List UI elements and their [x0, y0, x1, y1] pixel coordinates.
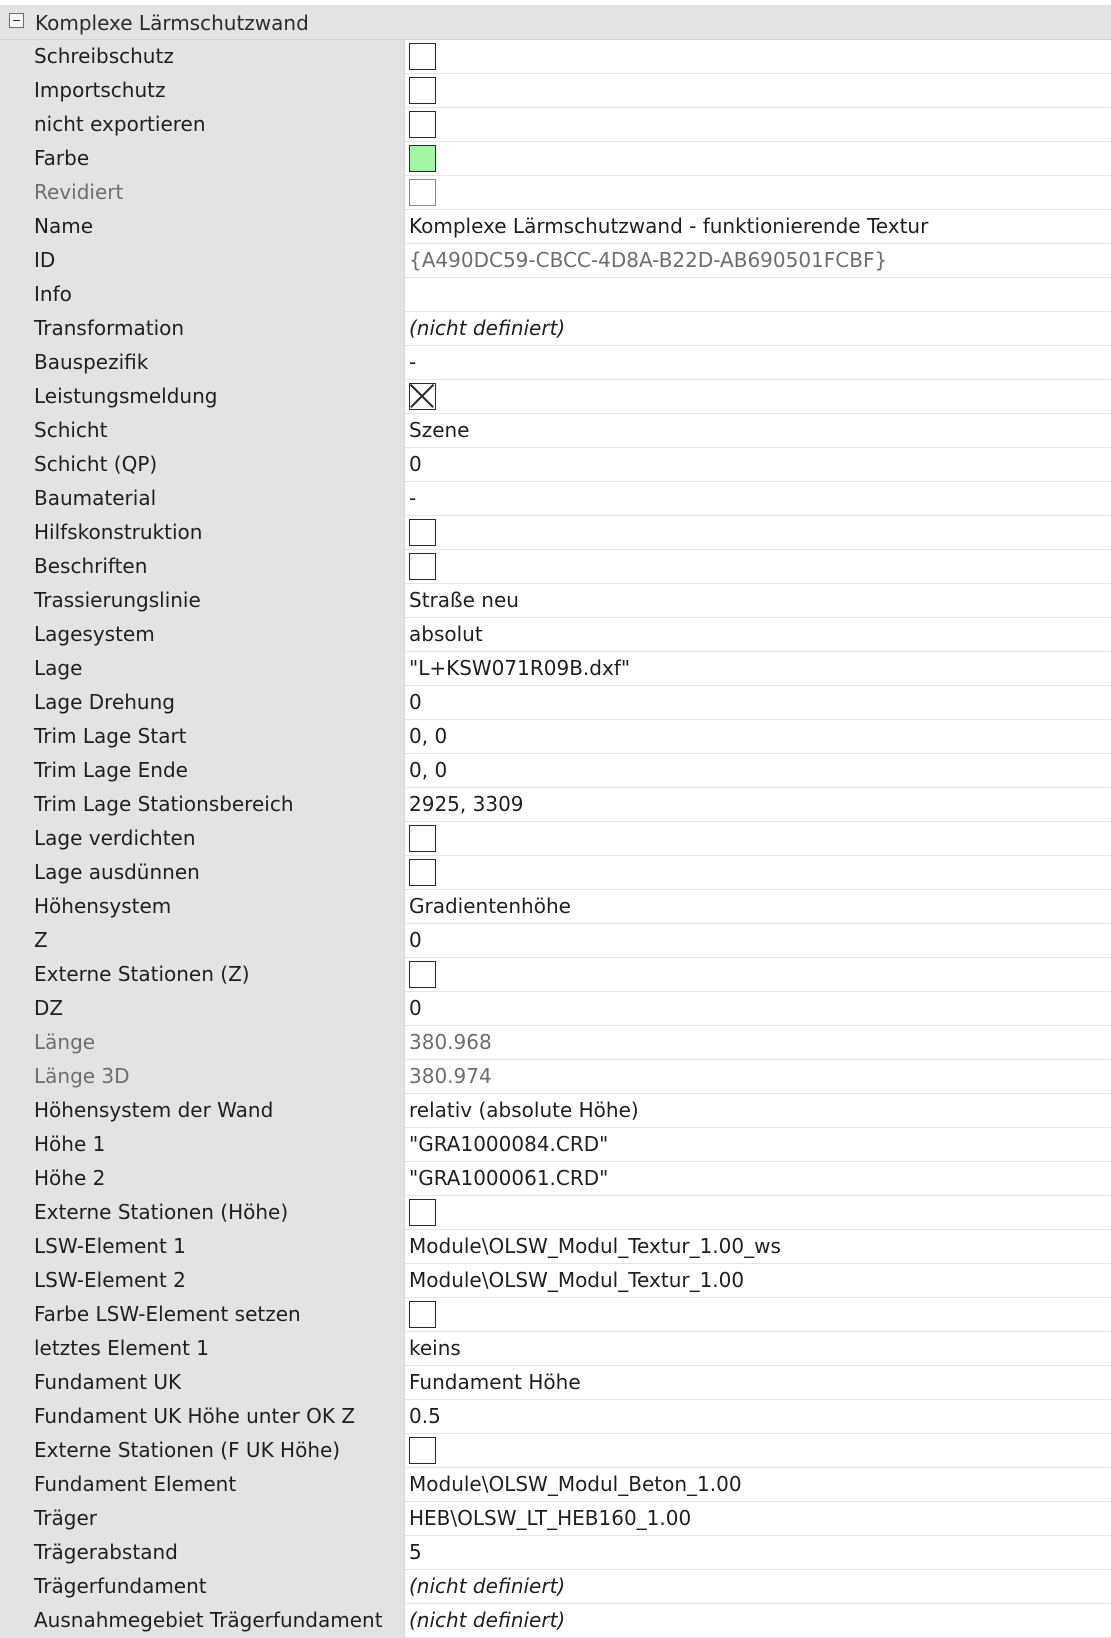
property-row-trim-lage-stationsbereich[interactable]	[0, 788, 1111, 822]
property-name: Schicht	[30, 414, 404, 448]
property-row-traegerfundament[interactable]	[0, 1570, 1111, 1604]
property-value-checkbox[interactable]	[405, 822, 1111, 856]
property-row-externe-stationen-z[interactable]	[0, 958, 1111, 992]
property-name: Z	[30, 924, 404, 958]
row-gutter	[0, 40, 30, 74]
row-gutter	[0, 448, 30, 482]
row-gutter	[0, 108, 30, 142]
property-row-schreibschutz[interactable]	[0, 40, 1111, 74]
property-value-color[interactable]	[405, 142, 1111, 176]
property-row-nicht-exportieren[interactable]	[0, 108, 1111, 142]
property-name: Bauspezifik	[30, 346, 404, 380]
property-name: Revidiert	[30, 176, 404, 210]
property-value[interactable]: keins	[405, 1332, 1111, 1366]
property-value[interactable]: 0, 0	[405, 754, 1111, 788]
property-value[interactable]: 0	[405, 992, 1111, 1026]
row-gutter	[0, 380, 30, 414]
property-value-checkbox[interactable]	[405, 40, 1111, 74]
row-gutter	[0, 1264, 30, 1298]
property-value[interactable]: Module\OLSW_Modul_Beton_1.00	[405, 1468, 1111, 1502]
row-gutter	[0, 1502, 30, 1536]
property-value-checkbox[interactable]	[405, 516, 1111, 550]
property-value-checkbox[interactable]	[405, 550, 1111, 584]
property-name: LSW-Element 1	[30, 1230, 404, 1264]
property-value[interactable]: (nicht definiert)	[405, 312, 1111, 346]
property-value: 380.974	[405, 1060, 1111, 1094]
property-row-laenge-3d[interactable]	[0, 1060, 1111, 1094]
property-name: Leistungsmeldung	[30, 380, 404, 414]
property-name: Trim Lage Ende	[30, 754, 404, 788]
property-value[interactable]	[405, 278, 1111, 312]
property-row-revidiert[interactable]	[0, 176, 1111, 210]
checkbox-crossed[interactable]	[409, 383, 436, 410]
row-gutter	[0, 1332, 30, 1366]
property-value[interactable]: 5	[405, 1536, 1111, 1570]
row-gutter	[0, 176, 30, 210]
property-name: Lage ausdünnen	[30, 856, 404, 890]
property-row-hilfskonstruktion[interactable]	[0, 516, 1111, 550]
property-value[interactable]: Module\OLSW_Modul_Textur_1.00_ws	[405, 1230, 1111, 1264]
property-name: Farbe LSW-Element setzen	[30, 1298, 404, 1332]
property-row-trim-lage-ende[interactable]	[0, 754, 1111, 788]
property-value-checkbox[interactable]	[405, 1298, 1111, 1332]
property-row-hoehe-2[interactable]	[0, 1162, 1111, 1196]
property-value[interactable]: Fundament Höhe	[405, 1366, 1111, 1400]
property-name: Trim Lage Stationsbereich	[30, 788, 404, 822]
row-gutter	[0, 1366, 30, 1400]
property-value[interactable]: 0, 0	[405, 720, 1111, 754]
checkbox[interactable]	[409, 77, 436, 104]
property-value-checkbox[interactable]	[405, 1434, 1111, 1468]
row-gutter	[0, 1434, 30, 1468]
property-value-checkbox[interactable]	[405, 958, 1111, 992]
row-gutter	[0, 550, 30, 584]
property-name: Info	[30, 278, 404, 312]
row-gutter	[0, 210, 30, 244]
row-gutter	[0, 1604, 30, 1638]
row-gutter	[0, 346, 30, 380]
property-name: Transformation	[30, 312, 404, 346]
property-value-checkbox[interactable]	[405, 176, 1111, 210]
property-value[interactable]: 0	[405, 448, 1111, 482]
row-gutter	[0, 992, 30, 1026]
checkbox[interactable]	[409, 859, 436, 886]
row-gutter	[0, 312, 30, 346]
property-row-trassierungslinie[interactable]	[0, 584, 1111, 618]
property-row-baumaterial[interactable]	[0, 482, 1111, 516]
property-name: Importschutz	[30, 74, 404, 108]
property-value[interactable]: relativ (absolute Höhe)	[405, 1094, 1111, 1128]
property-value[interactable]: "GRA1000061.CRD"	[405, 1162, 1111, 1196]
property-row-externe-stationen-hoehe[interactable]	[0, 1196, 1111, 1230]
property-row-traeger[interactable]	[0, 1502, 1111, 1536]
checkbox[interactable]	[409, 111, 436, 138]
property-row-lage-verdichten[interactable]	[0, 822, 1111, 856]
property-value[interactable]: 2925, 3309	[405, 788, 1111, 822]
property-value[interactable]: Szene	[405, 414, 1111, 448]
row-gutter	[0, 482, 30, 516]
row-gutter	[0, 414, 30, 448]
property-name: Schreibschutz	[30, 40, 404, 74]
row-gutter	[0, 822, 30, 856]
property-row-hoehe-1[interactable]	[0, 1128, 1111, 1162]
row-gutter	[0, 1400, 30, 1434]
property-name: Trägerabstand	[30, 1536, 404, 1570]
property-name: Name	[30, 210, 404, 244]
checkbox[interactable]	[409, 43, 436, 70]
row-gutter	[0, 278, 30, 312]
property-value[interactable]: absolut	[405, 618, 1111, 652]
row-gutter	[0, 788, 30, 822]
property-name: Schicht (QP)	[30, 448, 404, 482]
property-row-fundament-uk-hoehe-unter-ok-z[interactable]	[0, 1400, 1111, 1434]
row-gutter	[0, 890, 30, 924]
category-title: Komplexe Lärmschutzwand	[35, 11, 309, 35]
property-name: ID	[30, 244, 404, 278]
property-row-name[interactable]	[0, 210, 1111, 244]
row-gutter	[0, 720, 30, 754]
checkbox[interactable]	[409, 1301, 436, 1328]
property-row-laenge[interactable]	[0, 1026, 1111, 1060]
property-value-checkbox[interactable]	[405, 380, 1111, 414]
property-name: Beschriften	[30, 550, 404, 584]
checkbox[interactable]	[409, 519, 436, 546]
property-grid	[0, 5, 1111, 1638]
property-name: Träger	[30, 1502, 404, 1536]
property-value-checkbox[interactable]	[405, 856, 1111, 890]
property-row-schicht[interactable]	[0, 414, 1111, 448]
row-gutter	[0, 1128, 30, 1162]
property-value[interactable]: Straße neu	[405, 584, 1111, 618]
property-row-importschutz[interactable]	[0, 74, 1111, 108]
property-row-traegerabstand[interactable]	[0, 1536, 1111, 1570]
property-row-info[interactable]	[0, 278, 1111, 312]
property-name: Lagesystem	[30, 618, 404, 652]
row-gutter	[0, 618, 30, 652]
property-value[interactable]: (nicht definiert)	[405, 1604, 1111, 1638]
property-row-beschriften[interactable]	[0, 550, 1111, 584]
property-name: Lage	[30, 652, 404, 686]
property-row-dz[interactable]	[0, 992, 1111, 1026]
property-name: Farbe	[30, 142, 404, 176]
property-row-z[interactable]	[0, 924, 1111, 958]
property-value-checkbox[interactable]	[405, 1196, 1111, 1230]
property-row-farbe[interactable]	[0, 142, 1111, 176]
property-name: Länge	[30, 1026, 404, 1060]
property-row-lsw-element-2[interactable]	[0, 1264, 1111, 1298]
category-header[interactable]	[0, 5, 1111, 40]
row-gutter	[0, 244, 30, 278]
property-name: Ausnahmegebiet Trägerfundament	[30, 1604, 404, 1638]
property-row-trim-lage-start[interactable]	[0, 720, 1111, 754]
property-row-id[interactable]	[0, 244, 1111, 278]
property-value[interactable]: "GRA1000084.CRD"	[405, 1128, 1111, 1162]
property-row-externe-stationen-f-uk-hoehe[interactable]	[0, 1434, 1111, 1468]
property-row-lagesystem[interactable]	[0, 618, 1111, 652]
property-row-schicht-qp[interactable]	[0, 448, 1111, 482]
row-gutter	[0, 74, 30, 108]
property-name: Externe Stationen (Z)	[30, 958, 404, 992]
row-gutter	[0, 856, 30, 890]
property-value-checkbox[interactable]	[405, 108, 1111, 142]
property-name: Baumaterial	[30, 482, 404, 516]
row-gutter	[0, 1162, 30, 1196]
property-name: nicht exportieren	[30, 108, 404, 142]
property-row-hoehensystem[interactable]	[0, 890, 1111, 924]
property-rows	[0, 40, 1111, 1638]
row-gutter	[0, 924, 30, 958]
row-gutter	[0, 1536, 30, 1570]
property-name: Fundament UK Höhe unter OK Z	[30, 1400, 404, 1434]
property-name: Länge 3D	[30, 1060, 404, 1094]
property-row-lage[interactable]	[0, 652, 1111, 686]
property-row-fundament-uk[interactable]	[0, 1366, 1111, 1400]
property-row-ausnahmegebiet-traegerfundament[interactable]	[0, 1604, 1111, 1638]
property-name: Lage Drehung	[30, 686, 404, 720]
property-name: letztes Element 1	[30, 1332, 404, 1366]
row-gutter	[0, 686, 30, 720]
property-name: Trassierungslinie	[30, 584, 404, 618]
checkbox[interactable]	[409, 1199, 436, 1226]
row-gutter	[0, 1468, 30, 1502]
property-value: 380.968	[405, 1026, 1111, 1060]
row-gutter	[0, 1060, 30, 1094]
checkbox	[409, 179, 436, 206]
property-name: DZ	[30, 992, 404, 1026]
row-gutter	[0, 1230, 30, 1264]
property-value[interactable]: 0.5	[405, 1400, 1111, 1434]
property-name: Höhe 1	[30, 1128, 404, 1162]
property-row-lage-drehung[interactable]	[0, 686, 1111, 720]
row-gutter	[0, 754, 30, 788]
property-value[interactable]: 0	[405, 686, 1111, 720]
property-name: Externe Stationen (Höhe)	[30, 1196, 404, 1230]
color-swatch[interactable]	[409, 145, 436, 172]
property-row-leistungsmeldung[interactable]	[0, 380, 1111, 414]
property-name: Höhensystem der Wand	[30, 1094, 404, 1128]
property-row-hoehensystem-der-wand[interactable]	[0, 1094, 1111, 1128]
property-value[interactable]: HEB\OLSW_LT_HEB160_1.00	[405, 1502, 1111, 1536]
checkbox[interactable]	[409, 1437, 436, 1464]
row-gutter	[0, 958, 30, 992]
row-gutter	[0, 1570, 30, 1604]
property-name: Trägerfundament	[30, 1570, 404, 1604]
property-name: LSW-Element 2	[30, 1264, 404, 1298]
row-gutter	[0, 652, 30, 686]
property-name: Externe Stationen (F UK Höhe)	[30, 1434, 404, 1468]
property-name: Fundament UK	[30, 1366, 404, 1400]
row-gutter	[0, 1026, 30, 1060]
checkbox[interactable]	[409, 825, 436, 852]
property-value: {A490DC59-CBCC-4D8A-B22D-AB690501FCBF}	[405, 244, 1111, 278]
property-value[interactable]: (nicht definiert)	[405, 1570, 1111, 1604]
property-value-checkbox[interactable]	[405, 74, 1111, 108]
property-value[interactable]: "L+KSW071R09B.dxf"	[405, 652, 1111, 686]
property-name: Lage verdichten	[30, 822, 404, 856]
property-row-lage-ausduennen[interactable]	[0, 856, 1111, 890]
row-gutter	[0, 142, 30, 176]
property-row-farbe-lsw-element-setzen[interactable]	[0, 1298, 1111, 1332]
row-gutter	[0, 1298, 30, 1332]
row-gutter	[0, 516, 30, 550]
property-name: Höhensystem	[30, 890, 404, 924]
property-value[interactable]: Komplexe Lärmschutzwand - funktionierende Textur	[405, 210, 1111, 244]
property-value[interactable]: -	[405, 482, 1111, 516]
property-row-bauspezifik[interactable]	[0, 346, 1111, 380]
row-gutter	[0, 1094, 30, 1128]
property-value[interactable]: Gradientenhöhe	[405, 890, 1111, 924]
property-row-lsw-element-1[interactable]	[0, 1230, 1111, 1264]
row-gutter	[0, 584, 30, 618]
collapse-icon[interactable]	[9, 13, 24, 28]
property-value[interactable]: -	[405, 346, 1111, 380]
property-value[interactable]: 0	[405, 924, 1111, 958]
checkbox[interactable]	[409, 553, 436, 580]
property-value[interactable]: Module\OLSW_Modul_Textur_1.00	[405, 1264, 1111, 1298]
property-row-transformation[interactable]	[0, 312, 1111, 346]
row-gutter	[0, 1196, 30, 1230]
property-row-fundament-element[interactable]	[0, 1468, 1111, 1502]
property-name: Fundament Element	[30, 1468, 404, 1502]
property-name: Höhe 2	[30, 1162, 404, 1196]
property-name: Trim Lage Start	[30, 720, 404, 754]
property-row-letztes-element-1[interactable]	[0, 1332, 1111, 1366]
checkbox[interactable]	[409, 961, 436, 988]
property-name: Hilfskonstruktion	[30, 516, 404, 550]
